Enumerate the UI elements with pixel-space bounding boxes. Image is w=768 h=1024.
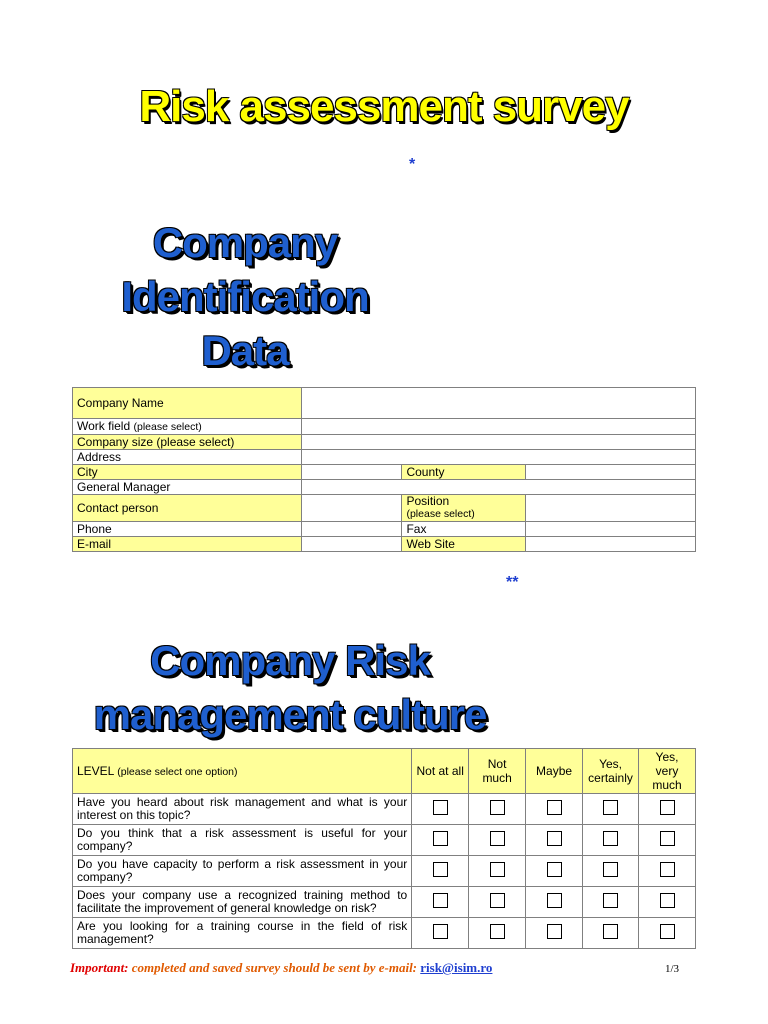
option-header: Maybe <box>526 749 583 794</box>
section-title-line: Identification <box>121 273 369 320</box>
option-checkbox[interactable] <box>603 831 618 846</box>
question-text: Are you looking for a training course in the field of risk management? <box>73 918 412 949</box>
option-checkbox[interactable] <box>490 924 505 939</box>
option-checkbox[interactable] <box>433 800 448 815</box>
section-title-line: Company <box>152 219 338 266</box>
company-name-label: Company Name <box>73 388 302 419</box>
address-field[interactable] <box>301 450 695 465</box>
fax-field[interactable] <box>526 522 696 537</box>
option-checkbox[interactable] <box>603 924 618 939</box>
section-title-line: Company Risk <box>150 637 430 684</box>
section-title-line: management culture <box>93 691 487 738</box>
table-row <box>73 887 696 918</box>
table-row <box>73 856 696 887</box>
work-field-label: Work field (please select) <box>73 419 302 435</box>
contact-person-label: Contact person <box>73 495 302 522</box>
identification-table <box>72 387 696 552</box>
question-text: Do you think that a risk assessment is useful for your company? <box>73 825 412 856</box>
footnote-marker-2: ** <box>506 574 519 591</box>
table-row <box>73 825 696 856</box>
option-checkbox[interactable] <box>547 831 562 846</box>
position-label: Position (please select) <box>402 495 526 522</box>
table-row <box>73 794 696 825</box>
email-link[interactable]: risk@isim.ro <box>420 960 493 975</box>
option-checkbox[interactable] <box>547 800 562 815</box>
question-text: Have you heard about risk management and what is your interest on this topic? <box>73 794 412 825</box>
option-checkbox[interactable] <box>433 924 448 939</box>
page-number: 1/3 <box>665 963 680 975</box>
option-checkbox[interactable] <box>547 893 562 908</box>
option-checkbox[interactable] <box>603 800 618 815</box>
company-size-label: Company size (please select) <box>73 435 302 450</box>
question-text: Do you have capacity to perform a risk assessment in your company? <box>73 856 412 887</box>
option-header: Not much <box>469 749 526 794</box>
option-header: Not at all <box>412 749 469 794</box>
section-title-risk-culture <box>80 634 500 742</box>
email-label: E-mail <box>73 537 302 552</box>
county-field[interactable] <box>526 465 696 480</box>
section-title-line: Data <box>201 327 289 374</box>
city-label: City <box>73 465 302 480</box>
general-manager-label: General Manager <box>73 480 302 495</box>
option-checkbox[interactable] <box>547 862 562 877</box>
option-checkbox[interactable] <box>490 893 505 908</box>
company-size-select[interactable] <box>301 435 695 450</box>
option-checkbox[interactable] <box>433 893 448 908</box>
option-checkbox[interactable] <box>490 831 505 846</box>
fax-label: Fax <box>402 522 526 537</box>
option-checkbox[interactable] <box>660 862 675 877</box>
survey-title: Risk assessment survey <box>139 82 629 131</box>
table-row <box>73 918 696 949</box>
contact-person-field[interactable] <box>301 495 402 522</box>
county-label: County <box>402 465 526 480</box>
option-checkbox[interactable] <box>490 862 505 877</box>
option-checkbox[interactable] <box>660 800 675 815</box>
work-field-select[interactable] <box>301 419 695 435</box>
footer-text: completed and saved survey should be sent by e-mail: <box>128 960 421 975</box>
general-manager-field[interactable] <box>301 480 695 495</box>
important-label: Important: <box>70 960 129 975</box>
option-checkbox[interactable] <box>660 924 675 939</box>
question-text: Does your company use a recognized training method to facilitate the improvement of general knowledge on risk? <box>73 887 412 918</box>
option-checkbox[interactable] <box>433 862 448 877</box>
email-field[interactable] <box>301 537 402 552</box>
website-label: Web Site <box>402 537 526 552</box>
phone-label: Phone <box>73 522 302 537</box>
risk-culture-table <box>72 748 696 949</box>
option-checkbox[interactable] <box>660 893 675 908</box>
option-checkbox[interactable] <box>660 831 675 846</box>
city-field[interactable] <box>301 465 402 480</box>
option-checkbox[interactable] <box>603 893 618 908</box>
phone-field[interactable] <box>301 522 402 537</box>
option-checkbox[interactable] <box>547 924 562 939</box>
footer-note <box>70 960 492 976</box>
position-select[interactable] <box>526 495 696 522</box>
website-field[interactable] <box>526 537 696 552</box>
option-header: Yes, certainly <box>583 749 639 794</box>
option-checkbox[interactable] <box>490 800 505 815</box>
section-title-identification <box>80 216 410 378</box>
level-header: LEVEL (please select one option) <box>73 749 412 794</box>
address-label: Address <box>73 450 302 465</box>
company-name-field[interactable] <box>301 388 695 419</box>
option-checkbox[interactable] <box>603 862 618 877</box>
option-header: Yes, very much <box>639 749 696 794</box>
option-checkbox[interactable] <box>433 831 448 846</box>
footnote-marker-1: * <box>409 156 416 173</box>
